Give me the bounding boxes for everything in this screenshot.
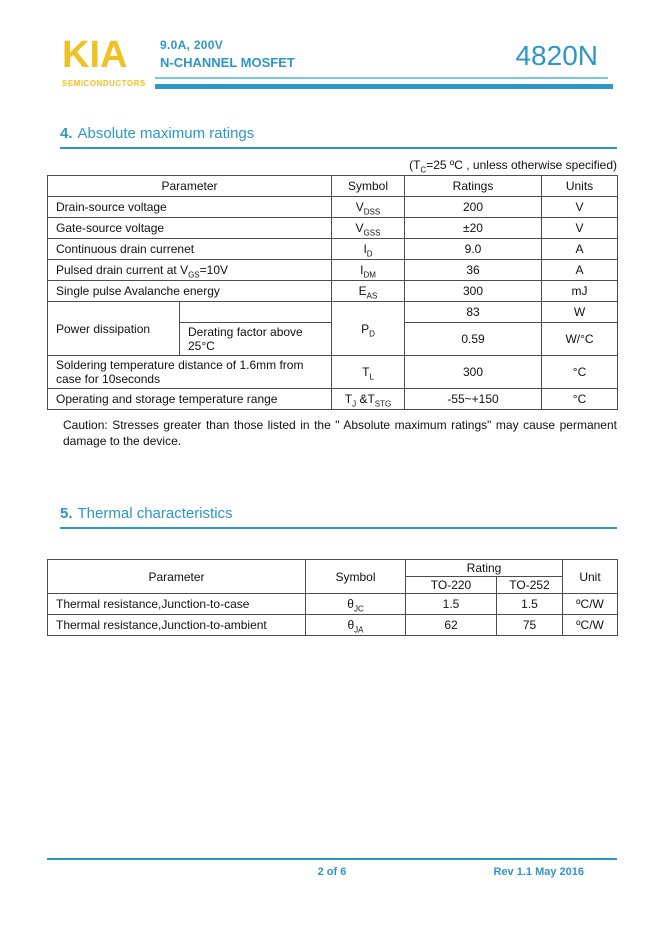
thermal-characteristics-table [47, 559, 618, 636]
condition-note [47, 158, 617, 175]
symbol-cell: $I_D$ [332, 239, 405, 260]
rating-cell: 83 [405, 302, 542, 323]
section-absolute-maximum-ratings [47, 125, 617, 449]
unit-cell: W/°C [542, 323, 618, 356]
section-5-number: 5. [60, 505, 73, 522]
unit-cell: V [542, 218, 618, 239]
table-row [48, 260, 618, 281]
absolute-maximum-ratings-table [47, 175, 618, 410]
symbol-cell: $T_J$ $\&T_{STG}$ [332, 389, 405, 410]
section-4-title [60, 125, 617, 149]
page-footer [47, 858, 617, 888]
table-row [48, 197, 618, 218]
rating-cell: ±20 [405, 218, 542, 239]
page-body [0, 125, 662, 636]
rating-cell: 300 [405, 356, 542, 389]
symbol-cell: $I_{DM}$ [332, 260, 405, 281]
table-row [48, 218, 618, 239]
symbol-cell: $T_L$ [332, 356, 405, 389]
section-4-number: 4. [60, 125, 73, 142]
unit-cell: W [542, 302, 618, 323]
section-4-title-text: Absolute maximum ratings [77, 125, 255, 142]
caution-note: Caution: Stresses greater than those listed in the " Absolute maximum ratings" may cause permanent damage to the device. [63, 418, 617, 448]
amr-header-parameter: Parameter [48, 176, 332, 197]
symbol-cell: $V_{DSS}$ [332, 197, 405, 218]
param-subcell-empty [180, 302, 332, 323]
param-cell: Soldering temperature distance of 1.6mm from case for 10seconds [48, 356, 332, 389]
condition-note-sub: C [420, 165, 427, 175]
table-row [48, 389, 618, 410]
rating-cell: 200 [405, 197, 542, 218]
to252-value-cell: 75 [497, 615, 563, 636]
rating-cell: 0.59 [405, 323, 542, 356]
brand-subtitle: SEMICONDUCTORS [62, 79, 146, 88]
rating-cell: 9.0 [405, 239, 542, 260]
header-rule-thin [155, 77, 608, 79]
to220-value-cell: 62 [406, 615, 497, 636]
unit-cell: A [542, 260, 618, 281]
part-number: 4820N [515, 40, 598, 71]
thermal-header-to252: TO-252 [497, 577, 563, 594]
brand-name: KIA [62, 34, 128, 76]
unit-cell: A [542, 239, 618, 260]
param-cell: Single pulse Avalanche energy [48, 281, 332, 302]
rating-cell: 36 [405, 260, 542, 281]
table-row [48, 615, 618, 636]
thermal-header-row-1 [48, 560, 618, 577]
amr-header-symbol: Symbol [332, 176, 405, 197]
section-5-title [60, 505, 617, 529]
section-5-title-text: Thermal characteristics [77, 505, 233, 522]
thermal-header-unit: Unit [563, 560, 618, 594]
unit-cell: ºC/W [563, 615, 618, 636]
param-cell: Drain-source voltage [48, 197, 332, 218]
unit-cell: °C [542, 389, 618, 410]
thermal-header-parameter: Parameter [48, 560, 306, 594]
section-thermal-characteristics [47, 505, 617, 636]
param-cell: Operating and storage temperature range [48, 389, 332, 410]
param-cell: Thermal resistance,Junction-to-case [48, 594, 306, 615]
param-cell: Thermal resistance,Junction-to-ambient [48, 615, 306, 636]
symbol-cell: $E_{AS}$ [332, 281, 405, 302]
param-cell: Power dissipation [48, 302, 180, 356]
amr-header-ratings: Ratings [405, 176, 542, 197]
table-row [48, 281, 618, 302]
amr-header-row [48, 176, 618, 197]
header-rule-thick [155, 84, 613, 89]
unit-cell: V [542, 197, 618, 218]
thermal-header-symbol: Symbol [306, 560, 406, 594]
thermal-header-to220: TO-220 [406, 577, 497, 594]
unit-cell: °C [542, 356, 618, 389]
to220-value-cell: 1.5 [406, 594, 497, 615]
symbol-cell: $\theta_{JA}$ [306, 615, 406, 636]
header-divider [155, 77, 613, 89]
rating-cell: -55~+150 [405, 389, 542, 410]
condition-note-post: =25 ºC , unless otherwise specified) [426, 158, 617, 172]
table-row [48, 239, 618, 260]
product-spec [160, 38, 295, 70]
spec-device-type: N-CHANNEL MOSFET [160, 55, 295, 70]
to252-value-cell: 1.5 [497, 594, 563, 615]
thermal-header-rating: Rating [406, 560, 563, 577]
param-cell: Gate-source voltage [48, 218, 332, 239]
page-header [0, 0, 662, 92]
page-number: 2 of 6 [317, 866, 347, 878]
condition-note-pre: (T [409, 158, 421, 172]
param-cell: Continuous drain currenet [48, 239, 332, 260]
symbol-cell: $\theta_{JC}$ [306, 594, 406, 615]
table-row [48, 356, 618, 389]
table-row [48, 302, 618, 323]
amr-header-units: Units [542, 176, 618, 197]
param-subcell: Derating factor above 25°C [180, 323, 332, 356]
unit-cell: ºC/W [563, 594, 618, 615]
unit-cell: mJ [542, 281, 618, 302]
rating-cell: 300 [405, 281, 542, 302]
brand-logo [62, 34, 146, 88]
table-row [48, 594, 618, 615]
symbol-cell: $V_{GSS}$ [332, 218, 405, 239]
param-cell: Pulsed drain current at $V_{GS}=10V$ [48, 260, 332, 281]
revision-label: Rev 1.1 May 2016 [493, 866, 584, 878]
spec-current-voltage: 9.0A, 200V [160, 38, 224, 52]
symbol-cell: $P_D$ [332, 302, 405, 356]
